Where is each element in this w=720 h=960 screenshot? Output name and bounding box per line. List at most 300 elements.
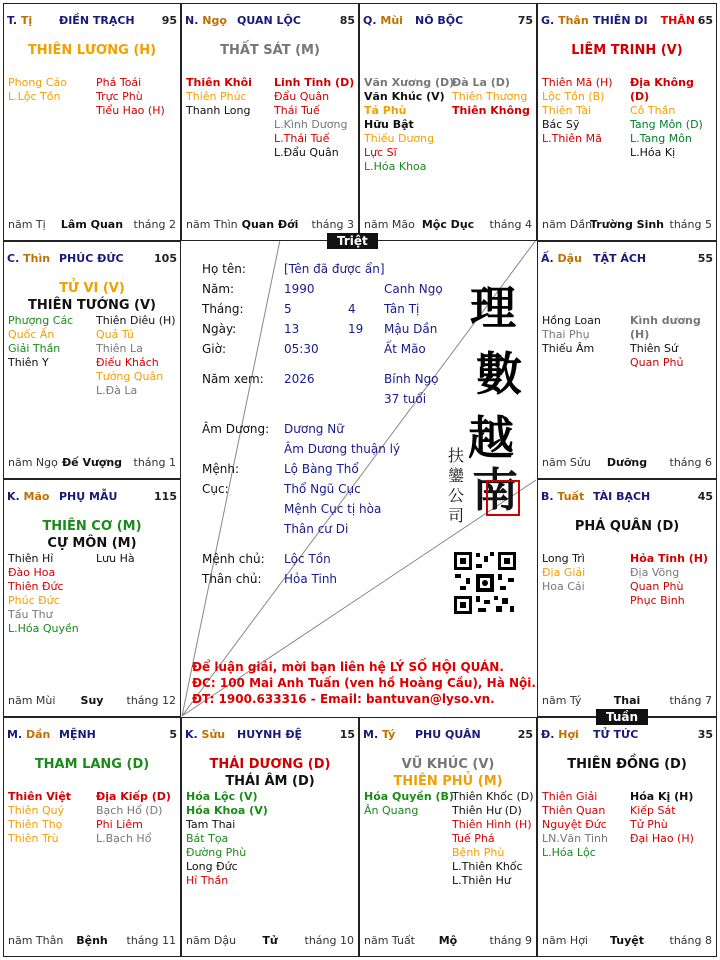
minor-star: Đẩu Quân: [274, 90, 330, 103]
can: Q.: [363, 14, 377, 27]
minor-star: Ân Quang: [364, 804, 419, 817]
cuc-value-3: Thân cư Di: [284, 522, 349, 536]
month-label: tháng 1: [133, 456, 176, 469]
contact-line-1: Để luận giải, mời bạn liên hệ LÝ SỐ HỘI QUÁN.: [192, 660, 504, 674]
minor-star: Thanh Long: [186, 104, 251, 117]
palace-mao[interactable]: [3, 479, 181, 717]
palace-header: [541, 252, 713, 266]
tieu-han-year: năm Mùi: [8, 694, 56, 707]
minor-star: Thai Phụ: [542, 328, 590, 341]
minor-star: Hóa Kị (H): [630, 790, 694, 803]
seal-char-2: 數: [476, 347, 522, 401]
palace-ty[interactable]: [359, 717, 537, 957]
palace-name: ĐIỀN TRẠCH: [59, 14, 135, 27]
minor-star: Hồng Loan: [542, 314, 601, 327]
minor-star: Thiên Tài: [542, 104, 592, 117]
minor-star: Phong Cáo: [8, 76, 67, 89]
minor-star: L.Hóa Quyền: [8, 622, 79, 635]
palace-header: [7, 728, 177, 742]
palace-footer: [542, 934, 712, 948]
ngay-value: 13: [284, 322, 300, 336]
dai-han-age: 15: [339, 728, 355, 741]
minor-stars-left: [542, 552, 585, 594]
truong-sinh-stage: Thai: [613, 694, 641, 707]
ngay-am: 19: [348, 322, 364, 336]
main-star: THIÊN LƯƠNG (H): [27, 43, 157, 58]
contact-phone-email: ĐT: 1900.633316 - Email: bantuvan@lyso.vn.: [192, 692, 495, 706]
can: C.: [7, 252, 20, 265]
palace-footer: [8, 934, 176, 948]
minor-star: L.Đà La: [96, 384, 138, 397]
minor-star: Hỉ Thần: [186, 874, 229, 887]
palace-ti[interactable]: [3, 3, 181, 241]
minor-star: Đào Hoa: [8, 566, 56, 579]
minor-stars-left: [542, 76, 613, 146]
minor-star: Thiên Phúc: [186, 90, 247, 103]
minor-star: Hỏa Tinh (H): [630, 552, 709, 565]
minor-star: L.Hóa Lộc: [542, 846, 596, 859]
minor-stars-right: [630, 552, 708, 608]
tieu-han-year: năm Thân: [8, 934, 64, 947]
month-label: tháng 9: [489, 934, 532, 947]
minor-star: Lực Sĩ: [364, 146, 397, 159]
minor-star: Đại Hao (H): [630, 832, 694, 845]
ngay-label: Ngày:: [202, 322, 237, 336]
chi: Tý: [381, 728, 396, 741]
minor-star: Bát Tọa: [186, 832, 229, 845]
palace-footer: [8, 694, 176, 708]
dai-han-age: 5: [169, 728, 177, 741]
palace-name: PHỤ MẪU: [59, 490, 118, 503]
tieu-han-year: năm Dậu: [186, 934, 237, 947]
minor-star: Điếu Khách: [96, 356, 159, 369]
tieu-han-year: năm Dần: [542, 218, 593, 231]
main-stars: [182, 756, 358, 790]
triet-marker: Triệt: [327, 233, 378, 249]
tieu-han-year: năm Tị: [8, 218, 46, 231]
palace-header: [541, 490, 713, 504]
than-marker: THÂN: [660, 14, 695, 27]
palace-name: PHU QUÂN: [415, 728, 481, 741]
seal-small-3: 公: [448, 486, 465, 505]
seal-char-4: 南: [472, 463, 518, 517]
minor-star: Văn Khúc (V): [364, 90, 445, 103]
chi: Hợi: [558, 728, 579, 741]
palace-suu[interactable]: [181, 717, 359, 957]
main-star: THÁI ÂM (D): [225, 774, 315, 789]
tieu-han-year: năm Tý: [542, 694, 582, 707]
minor-star: Địa Kiếp (D): [96, 790, 171, 803]
main-stars: [538, 42, 716, 59]
month-label: tháng 4: [489, 218, 532, 231]
minor-star: Nguyệt Đức: [542, 818, 607, 831]
palace-name: TỬ TỨC: [593, 728, 639, 741]
chi: Thân: [558, 14, 589, 27]
main-star: LIÊM TRINH (V): [571, 43, 683, 58]
am-duong-label: Âm Dương:: [202, 422, 270, 436]
minor-star: Thiên Mã (H): [542, 76, 613, 89]
main-star: THIÊN TƯỚNG (V): [28, 298, 156, 313]
main-stars: [4, 42, 180, 59]
palace-header: [541, 14, 713, 28]
minor-stars-right: [274, 76, 354, 160]
minor-star: Thiên Khốc (D): [452, 790, 534, 803]
minor-stars-right: [630, 790, 694, 846]
truong-sinh-stage: Lâm Quan: [60, 218, 124, 231]
tieu-han-year: năm Mão: [364, 218, 415, 231]
chi: Sửu: [201, 728, 226, 741]
palace-name: MỆNH: [59, 728, 96, 741]
minor-star: L.Tang Môn: [630, 132, 692, 145]
minor-stars-right: [96, 552, 135, 566]
chi: Thìn: [23, 252, 51, 265]
palace-footer: [364, 934, 532, 948]
palace-header: [7, 252, 177, 266]
palace-tuat[interactable]: [537, 479, 717, 717]
minor-star: Phá Toái: [96, 76, 142, 89]
thang-label: Tháng:: [202, 302, 244, 316]
minor-star: L.Thái Tuế: [274, 132, 330, 145]
nam-xem-value: 2026: [284, 372, 315, 386]
minor-star: Giải Thần: [8, 342, 61, 355]
minor-star: L.Thiên Mã: [542, 132, 602, 145]
tuan-marker: Tuần: [596, 709, 648, 725]
minor-star: Phượng Các: [8, 314, 74, 327]
minor-star: Bạch Hổ (D): [96, 804, 163, 817]
minor-star: Thiên Thương: [452, 90, 528, 103]
palace-header: [363, 728, 533, 742]
palace-footer: [8, 456, 176, 470]
palace-header: [541, 728, 713, 742]
minor-star: Thiếu Dương: [364, 132, 435, 145]
minor-star: L.Kình Dương: [274, 118, 348, 131]
dai-han-age: 65: [697, 14, 713, 27]
nam-xem-label: Năm xem:: [202, 372, 264, 386]
minor-star: Địa Giải: [542, 566, 586, 579]
minor-star: L.Thiên Khốc: [452, 860, 523, 873]
minor-stars-left: [542, 314, 601, 356]
can: K.: [7, 490, 20, 503]
seal-char-1: 理: [470, 281, 516, 335]
can: N.: [185, 14, 199, 27]
minor-star: Đường Phù: [186, 846, 247, 859]
can: M.: [7, 728, 23, 741]
palace-footer: [542, 218, 712, 232]
minor-star: Tử Phù: [630, 818, 668, 831]
minor-star: Thiên Y: [8, 356, 49, 369]
minor-star: Đà La (D): [452, 76, 510, 89]
dai-han-age: 55: [697, 252, 713, 265]
palace-dan[interactable]: [3, 717, 181, 957]
minor-star: Thiên Việt: [8, 790, 72, 803]
can: T.: [7, 14, 18, 27]
month-label: tháng 3: [311, 218, 354, 231]
minor-star: Quan Phù: [630, 580, 684, 593]
minor-stars-left: [542, 790, 608, 860]
minor-star: Phi Liêm: [96, 818, 143, 831]
minor-star: Thiên Diêu (H): [96, 314, 176, 327]
minor-star: Tuế Phá: [452, 832, 495, 845]
chi: Mùi: [380, 14, 403, 27]
tieu-han-year: năm Thìn: [186, 218, 238, 231]
seal-small-2: 鑾: [448, 466, 465, 485]
contact-address: ĐC: 100 Mai Anh Tuấn (ven hồ Hoàng Cầu), Hà Nội.: [192, 676, 536, 690]
nam-label: Năm:: [202, 282, 235, 296]
month-label: tháng 10: [304, 934, 354, 947]
menh-label: Mệnh:: [202, 462, 239, 476]
can: Ấ.: [541, 252, 554, 265]
minor-star: Thiên Đức: [8, 580, 64, 593]
minor-star: Tam Thai: [186, 818, 236, 831]
minor-star: Quả Tú: [96, 328, 134, 341]
tieu-han-year: năm Tuất: [364, 934, 415, 947]
seal-small-4: 司: [448, 506, 465, 525]
seal-small-text: [448, 446, 466, 526]
minor-star: Tiểu Hao (H): [96, 104, 165, 117]
dai-han-age: 95: [161, 14, 177, 27]
dai-han-age: 105: [154, 252, 177, 265]
qr-code: [452, 550, 518, 616]
main-stars: [538, 518, 716, 535]
dai-han-age: 25: [517, 728, 533, 741]
truong-sinh-stage: Tuyệt: [609, 934, 644, 947]
minor-star: Thiên Không: [452, 104, 530, 117]
minor-star: Thiên Khôi: [186, 76, 252, 89]
can: G.: [541, 14, 555, 27]
menh-chu-value: Lộc Tồn: [284, 552, 331, 566]
minor-star: Thiên Quý: [8, 804, 65, 817]
palace-mui[interactable]: [359, 3, 537, 241]
palace-footer: [542, 456, 712, 470]
minor-star: Lộc Tồn (B): [542, 90, 605, 103]
palace-header: [185, 728, 355, 742]
minor-star: Tang Môn (D): [630, 118, 703, 131]
tieu-han-year: năm Hợi: [542, 934, 588, 947]
main-star: PHÁ QUÂN (D): [574, 519, 680, 534]
minor-star: Trực Phù: [96, 90, 143, 103]
palace-header: [7, 14, 177, 28]
month-label: tháng 8: [669, 934, 712, 947]
palace-footer: [186, 934, 354, 948]
minor-star: Thiên Trù: [8, 832, 59, 845]
thang-can-chi: Tân Tị: [384, 302, 420, 316]
nam-value: 1990: [284, 282, 315, 296]
palace-name: HUYNH ĐỆ: [237, 728, 303, 741]
minor-star: Thiên Thọ: [8, 818, 63, 831]
dai-han-age: 75: [517, 14, 533, 27]
minor-star: Cô Thần: [630, 104, 676, 117]
minor-star: Linh Tinh (D): [274, 76, 355, 89]
minor-stars-left: [8, 314, 73, 370]
minor-star: Kiếp Sát: [630, 804, 676, 817]
minor-stars-right: [452, 76, 530, 118]
can: B.: [541, 490, 554, 503]
palace-name: PHÚC ĐỨC: [59, 252, 124, 265]
palace-name: NÔ BỘC: [415, 14, 464, 27]
minor-star: Thiên Hư (D): [452, 804, 522, 817]
minor-star: Địa Võng: [630, 566, 680, 579]
palace-footer: [8, 218, 176, 232]
main-star: THIÊN ĐỒNG (D): [567, 757, 687, 772]
chi: Tuất: [557, 490, 585, 503]
tieu-han-year: năm Ngọ: [8, 456, 58, 469]
main-stars: [4, 280, 180, 314]
ho-ten-label: Họ tên:: [202, 262, 246, 276]
dai-han-age: 115: [154, 490, 177, 503]
chi: Mão: [23, 490, 50, 503]
minor-stars-right: [96, 76, 165, 118]
nam-xem-can-chi: Bính Ngọ: [384, 372, 439, 386]
minor-star: Long Đức: [186, 860, 238, 873]
gio-label: Giờ:: [202, 342, 227, 356]
palace-name: THIÊN DI: [593, 14, 648, 27]
palace-than[interactable]: [537, 3, 717, 241]
minor-star: Văn Xương (D): [364, 76, 455, 89]
ngay-can-chi: Mậu Dần: [384, 322, 438, 336]
truong-sinh-stage: Trường Sinh: [590, 218, 664, 231]
minor-star: Hóa Khoa (V): [186, 804, 268, 817]
minor-star: Tấu Thư: [8, 608, 53, 621]
dai-han-age: 45: [697, 490, 713, 503]
chi: Dậu: [557, 252, 582, 265]
minor-star: Thiên Hình (H): [452, 818, 532, 831]
minor-stars-right: [96, 314, 176, 398]
minor-stars-left: [8, 76, 67, 104]
truong-sinh-stage: Suy: [80, 694, 104, 707]
minor-star: LN.Văn Tinh: [542, 832, 608, 845]
can: Đ.: [541, 728, 555, 741]
palace-name: QUAN LỘC: [237, 14, 301, 27]
gio-value: 05:30: [284, 342, 319, 356]
minor-stars-left: [186, 790, 268, 888]
minor-star: Hoa Cái: [542, 580, 585, 593]
truong-sinh-stage: Bệnh: [76, 934, 108, 947]
minor-stars-right: [96, 790, 171, 846]
minor-stars-left: [8, 552, 79, 636]
palace-name: TẬT ÁCH: [593, 252, 647, 265]
seal-small-1: 扶: [448, 446, 465, 465]
tuoi-value: 37 tuổi: [384, 392, 427, 406]
am-duong-value-1: Dương Nữ: [284, 422, 344, 436]
am-duong-value-2: Âm Dương thuận lý: [284, 442, 401, 456]
cuc-label: Cục:: [202, 482, 229, 496]
minor-star: Phục Binh: [630, 594, 685, 607]
minor-star: Bác Sỹ: [542, 118, 580, 131]
minor-star: Tả Phù: [364, 104, 407, 117]
minor-star: Thiên Giải: [542, 790, 598, 803]
minor-star: Thiên La: [96, 342, 143, 355]
palace-thin[interactable]: [3, 241, 181, 479]
truong-sinh-stage: Mộ: [438, 934, 458, 947]
chi: Ngọ: [202, 14, 227, 27]
month-label: tháng 5: [669, 218, 712, 231]
minor-star: Lưu Hà: [96, 552, 135, 565]
minor-star: Thiên Hỉ: [8, 552, 54, 565]
minor-star: Phúc Đức: [8, 594, 60, 607]
main-stars: [360, 756, 536, 790]
month-label: tháng 12: [126, 694, 176, 707]
cuc-value-2: Mệnh Cục tị hòa: [284, 502, 382, 516]
palace-dau[interactable]: [537, 241, 717, 479]
minor-stars-right: [452, 790, 534, 888]
center-info-panel: [180, 240, 536, 716]
main-stars: [4, 518, 180, 552]
minor-star: Kình dương (H): [630, 314, 701, 341]
truong-sinh-stage: Quan Đới: [241, 218, 299, 231]
dai-han-age: 35: [697, 728, 713, 741]
month-label: tháng 7: [669, 694, 712, 707]
tieu-han-year: năm Sửu: [542, 456, 591, 469]
minor-star: Hóa Lộc (V): [186, 790, 258, 803]
menh-chu-label: Mệnh chủ:: [202, 552, 265, 566]
than-chu-value: Hỏa Tinh: [284, 572, 338, 586]
minor-stars-left: [364, 790, 454, 818]
palace-footer: [186, 218, 354, 232]
cuc-value-1: Thổ Ngũ Cục: [284, 482, 361, 496]
dai-han-age: 85: [339, 14, 355, 27]
minor-stars-right: [630, 76, 716, 160]
main-star: TỬ VI (V): [59, 281, 125, 296]
minor-star: Quốc Ấn: [8, 328, 55, 341]
minor-stars-left: [8, 790, 71, 846]
minor-star: Thiếu Âm: [542, 342, 595, 355]
minor-star: Thiên Sứ: [630, 342, 678, 355]
main-star: THAM LANG (D): [34, 757, 150, 772]
red-seal-stamp: [486, 480, 520, 516]
truong-sinh-stage: Tử: [262, 934, 278, 947]
chi: Tị: [20, 14, 33, 27]
truong-sinh-stage: Đế Vượng: [61, 456, 123, 469]
minor-stars-left: [364, 76, 454, 174]
main-star: THIÊN CƠ (M): [42, 519, 142, 534]
truong-sinh-stage: Mộc Dục: [421, 218, 475, 231]
menh-value: Lộ Bàng Thổ: [284, 462, 359, 476]
palace-ngo[interactable]: [181, 3, 359, 241]
minor-star: L.Hóa Khoa: [364, 160, 427, 173]
minor-star: Tướng Quân: [96, 370, 164, 383]
palace-header: [363, 14, 533, 28]
main-star: VŨ KHÚC (V): [401, 757, 495, 772]
minor-star: Bệnh Phù: [452, 846, 505, 859]
seal-char-3: 越: [468, 411, 514, 465]
thang-value: 5: [284, 302, 292, 316]
minor-star: Thiên Quan: [542, 804, 606, 817]
thang-am: 4: [348, 302, 356, 316]
month-label: tháng 6: [669, 456, 712, 469]
main-star: CỰ MÔN (M): [47, 536, 137, 551]
minor-stars-right: [630, 314, 716, 370]
palace-hoi[interactable]: [537, 717, 717, 957]
main-star: THÁI DƯƠNG (D): [209, 757, 331, 772]
palace-footer: [542, 694, 712, 708]
main-star: THIÊN PHỦ (M): [393, 774, 503, 789]
minor-star: L.Lộc Tồn: [8, 90, 61, 103]
minor-star: Quan Phủ: [630, 356, 684, 369]
month-label: tháng 11: [126, 934, 176, 947]
main-stars: [4, 756, 180, 773]
minor-star: Hữu Bật: [364, 118, 414, 131]
minor-star: L.Bạch Hổ: [96, 832, 152, 845]
gio-can-chi: Ất Mão: [384, 342, 426, 356]
ho-ten-value: [Tên đã được ẩn]: [284, 262, 385, 276]
than-chu-label: Thân chủ:: [202, 572, 262, 586]
can: K.: [185, 728, 198, 741]
main-stars: [538, 756, 716, 773]
minor-star: Hóa Quyền (B): [364, 790, 454, 803]
minor-star: L.Hóa Kị: [630, 146, 676, 159]
minor-star: L.Đẩu Quân: [274, 146, 339, 159]
main-stars: [182, 42, 358, 59]
